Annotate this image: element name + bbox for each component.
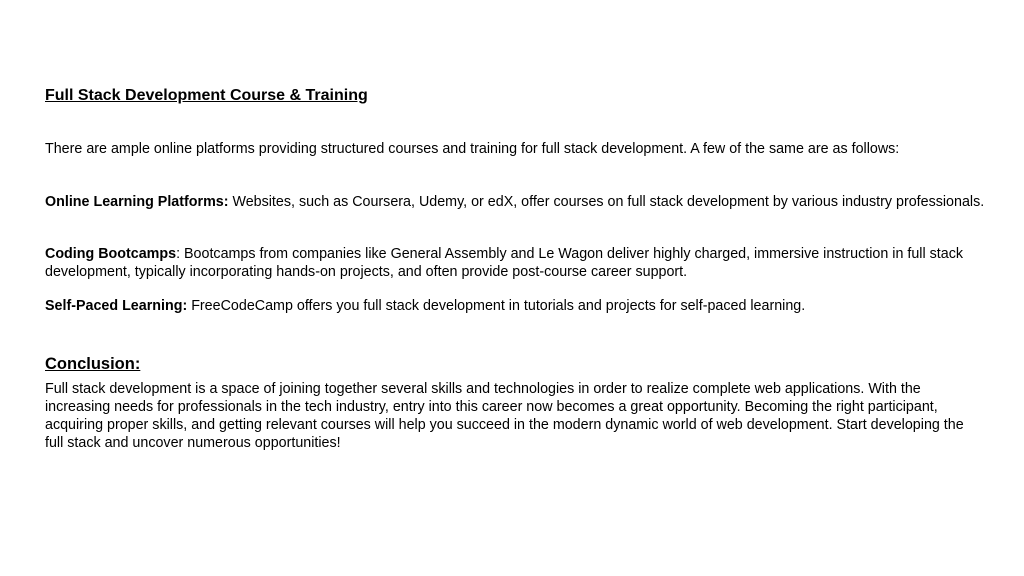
item-text: : Bootcamps from companies like General Assembly and Le Wagon deliver highly charged, immersive instruction in full stack development, typically incorporating hands-on projects, and often provide post-course career support. [45,246,964,280]
item-text: FreeCodeCamp offers you full stack development in tutorials and projects for self-paced learning. [187,298,806,314]
item-self-paced [45,297,985,315]
item-label: Coding Bootcamps [45,246,177,262]
conclusion-heading: Conclusion: [45,355,141,373]
document-title: Full Stack Development Course & Training [45,87,368,104]
item-label: Self-Paced Learning: [45,298,188,314]
item-online-learning [45,193,985,211]
item-label: Online Learning Platforms: [45,194,229,210]
conclusion-paragraph: Full stack development is a space of joining together several skills and technologies in order to realize complete web applications. With the increasing needs for professionals in the tech industry, entry into this career now becomes a great opportunity. Becoming the right participant, acquiring proper skills, and getting relevant courses will help you succeed in the modern dynamic world of web development. Start developing the full stack and uncover numerous opportunities! [45,381,964,451]
item-coding-bootcamps [45,245,985,281]
item-text: Websites, such as Coursera, Udemy, or edX, offer courses on full stack development by various industry professionals. [228,194,985,210]
intro-paragraph: There are ample online platforms providing structured courses and training for full stack development. A few of the same are as follows: [45,141,900,157]
